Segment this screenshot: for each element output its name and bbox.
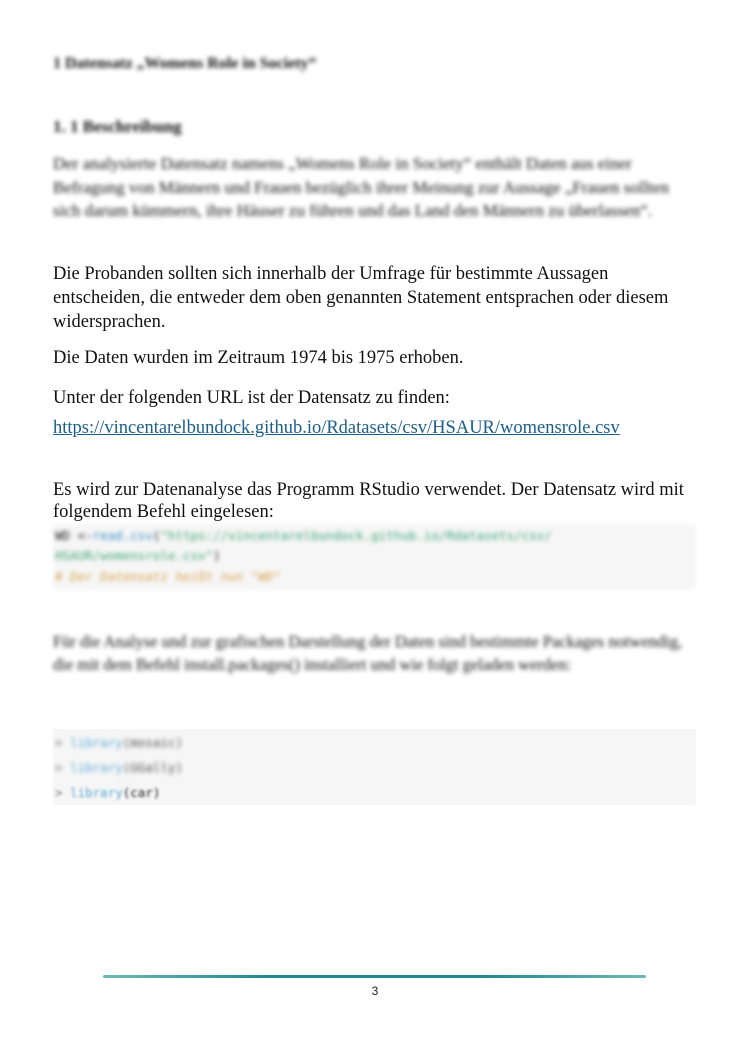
library-line: [55, 785, 160, 800]
library-line: [55, 760, 183, 775]
library-argument: (car): [122, 785, 161, 800]
library-line: [55, 735, 183, 750]
page-number: 3: [371, 984, 379, 998]
code-variable: WD: [55, 528, 71, 543]
code-string: "https://vincentarelbundock.github.io/Rdatasets/csv/: [160, 528, 552, 543]
rstudio-paragraph: Es wird zur Datenanalyse das Programm RStudio verwendet. Der Datensatz wird mit folgendem Befehl eingelesen:: [53, 480, 684, 522]
probanden-paragraph: Die Probanden sollten sich innerhalb der Umfrage für bestimmte Aussagen entscheiden, die entweder dem oben genannten Statement entsprachen oder diesem widersprachen.: [53, 264, 669, 332]
dataset-url-paragraph: [53, 416, 693, 440]
code-paren-open: (: [152, 528, 161, 543]
code-line-1: [55, 528, 552, 543]
code-assign: <-: [70, 528, 93, 543]
library-function: library: [70, 735, 123, 750]
code-line-3: [55, 569, 281, 584]
library-argument: (mosaic): [122, 735, 183, 750]
subsection-heading: 1. 1 Beschreibung: [53, 117, 182, 136]
console-prompt: >: [55, 735, 63, 750]
url-intro-paragraph: Unter der folgenden URL ist der Datensatz zu finden:: [53, 388, 450, 408]
analyse-paragraph: Für die Analyse und zur grafischen Darstellung der Daten sind bestimmte Packages notwendig, die mit dem Befehl install.packages() installiert und wie folgt geladen werden:: [53, 632, 683, 674]
dataset-url-link[interactable]: https://vincentarelbundock.github.io/Rdatasets/csv/HSAUR/womensrole.csv: [53, 418, 620, 438]
intro-paragraph: Der analysierte Datensatz namens „Womens Role in Society“ enthält Daten aus einer Befragung von Männern und Frauen bezüglich ihrer Meinung zur Aussage „Frauen sollten sich darum kümmern, ihre Häuser zu führen und das Land den Männern zu überlassen“.: [53, 154, 670, 220]
library-function: library: [70, 760, 123, 775]
section-heading: 1 Datensatz „Womens Role in Society“: [53, 55, 317, 72]
library-function: library: [70, 785, 123, 800]
zeitraum-paragraph: Die Daten wurden im Zeitraum 1974 bis 1975 erhoben.: [53, 348, 464, 368]
code-paren-close: ): [213, 548, 221, 563]
code-block-libraries: [53, 729, 696, 805]
console-prompt: >: [55, 760, 63, 775]
code-block-read-csv: [53, 524, 696, 590]
footer-divider: [103, 975, 646, 978]
code-comment: # Der Datensatz heißt nun "WD": [55, 569, 281, 584]
console-prompt: >: [55, 785, 63, 800]
code-line-2: [55, 548, 221, 563]
code-function: read.csv: [92, 528, 153, 543]
library-argument: (GGally): [122, 760, 183, 775]
code-string-continued: HSAUR/womensrole.csv": [55, 548, 214, 563]
